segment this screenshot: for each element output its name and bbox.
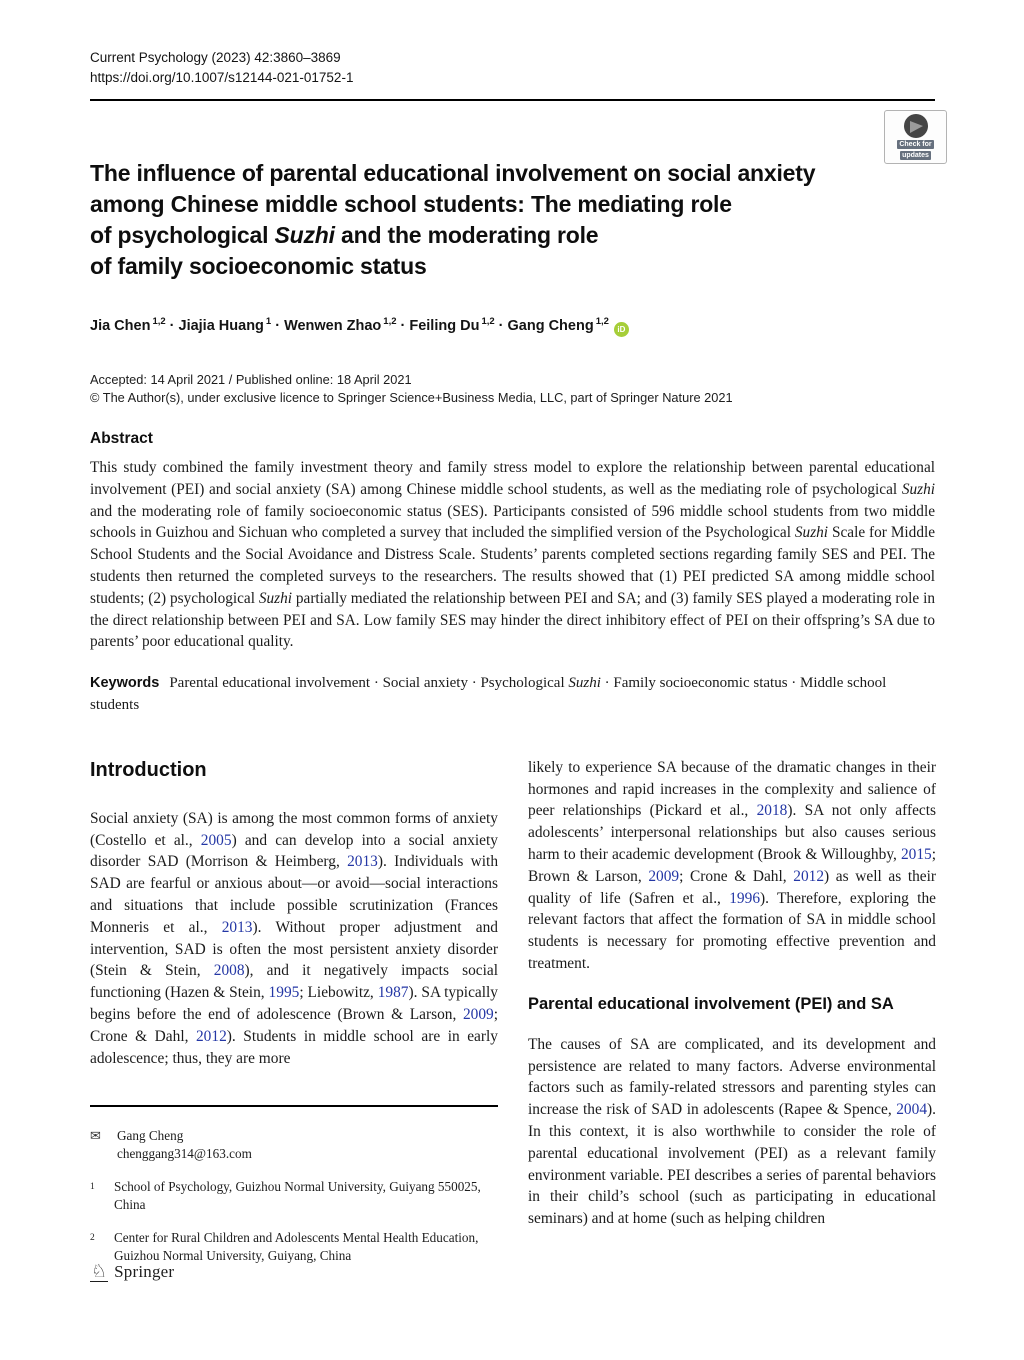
text-run: The influence of parental educational involvement on social anxiety bbox=[90, 160, 816, 186]
text-run: ; Brown & Larson, bbox=[528, 845, 936, 885]
publisher-name: Springer bbox=[114, 1262, 175, 1281]
text-run: · bbox=[169, 318, 175, 334]
publication-meta bbox=[90, 371, 935, 406]
text-run: The causes of SA are complicated, and its development and persistence are related to many factors. Adverse environmental factors such as family-related stressors and parenting styles can increase the risk of SAD in adolescents (Rapee & Spence, bbox=[528, 1035, 936, 1119]
check-updates-badge[interactable] bbox=[884, 110, 947, 164]
text-run: ). Without proper adjustment and intervention, SAD is often the most persistent anxiety disorder (Stein & Stein, bbox=[90, 918, 498, 980]
citation-link[interactable]: 2018 bbox=[756, 802, 788, 820]
text-run: ). Individuals with SAD are fearful or anxious about—or avoid—social interactions and situations that include possible scrutinization (Frances Monneris et al., bbox=[90, 853, 499, 936]
introduction-paragraph bbox=[90, 808, 498, 1070]
doi-link[interactable]: https://doi.org/10.1007/s12144-021-01752-1 bbox=[90, 70, 354, 85]
text-run: ; Crone & Dahl, bbox=[679, 867, 794, 885]
text-run: · Family socioeconomic status · Middle school students bbox=[90, 675, 887, 713]
text-run: Social anxiety (SA) is among the most common forms of anxiety (Costello et al., bbox=[90, 809, 498, 849]
keywords-line bbox=[90, 673, 935, 717]
citation-link[interactable]: 2012 bbox=[793, 867, 825, 885]
journal-header bbox=[90, 48, 935, 88]
text-run: ) and can develop into a social anxiety disorder SAD (Morrison & Heimberg, bbox=[90, 831, 498, 871]
text-run: 1,2 bbox=[595, 316, 609, 327]
text-run: partially mediated the relationship between PEI and SA; and (3) family SES played a moderating role in the direct relationship between PEI and SA. Low family SES may hinder the direct inhibitory effect of PEI on their offspring’s SA due to parents’ poor educational quality. bbox=[90, 589, 935, 651]
citation-link[interactable]: 2009 bbox=[462, 1005, 494, 1023]
citation-link[interactable]: 1987 bbox=[377, 984, 409, 1002]
citation-link[interactable]: 2013 bbox=[347, 853, 378, 871]
text-run: of family socioeconomic status bbox=[90, 253, 427, 279]
authors-line bbox=[90, 312, 935, 337]
text-run: ). SA not only affects adolescents’ interpersonal relationships but also causes serious harm to their academic development (Brook & Willoughby, bbox=[528, 802, 936, 863]
citation-link[interactable]: 2004 bbox=[896, 1101, 928, 1119]
correspondence-block bbox=[90, 1127, 498, 1162]
text-run: and the moderating role of family socioeconomic status (SES). Participants consisted of 596 middle school students from two middle schools in Guizhou and Sichuan who completed a survey that included the simplified version of the Psychological bbox=[90, 502, 935, 542]
text-run: Gang Cheng bbox=[507, 318, 594, 334]
citation-link[interactable]: 2005 bbox=[200, 831, 232, 849]
text-run: Suzhi bbox=[258, 589, 293, 607]
keywords-heading: Keywords bbox=[90, 675, 160, 692]
introduction-heading: Introduction bbox=[90, 758, 207, 781]
copyright-line: © The Author(s), under exclusive licence to Springer Science+Business Media, LLC, part of Springer Nature 2021 bbox=[90, 389, 733, 405]
abstract-text bbox=[90, 457, 935, 653]
citation-link[interactable]: 2015 bbox=[900, 845, 932, 863]
journal-reference: Current Psychology (2023) 42:3860–3869 bbox=[90, 50, 341, 65]
text-run: ). SA typically begins before the end of adolescence (Brown & Larson, bbox=[90, 984, 498, 1023]
paper-title bbox=[90, 158, 935, 282]
accepted-published-line: Accepted: 14 April 2021 / Published online: 18 April 2021 bbox=[90, 372, 412, 387]
text-run: ; Liebowitz, bbox=[299, 984, 378, 1002]
text-run: Suzhi bbox=[568, 675, 601, 692]
text-run: This study combined the family investment theory and family stress model to explore the relationship between parental educational involvement (PEI) and social anxiety (SA) among Chinese middle school students, as well as the mediating role of psychological bbox=[90, 459, 935, 498]
affiliation-item bbox=[90, 1229, 498, 1264]
springer-horse-icon: ♘ bbox=[91, 1261, 108, 1281]
orcid-icon[interactable]: iD bbox=[614, 322, 629, 337]
text-run: Wenwen Zhao bbox=[284, 318, 382, 334]
springer-logo bbox=[90, 1262, 174, 1282]
citation-link[interactable]: 1995 bbox=[268, 984, 300, 1002]
check-updates-label-line1: Check for bbox=[899, 141, 932, 148]
text-run: Scale for Middle School Students and the Social Avoidance and Distress Scale. Students’ parents completed sections regarding family SES and PEI. The students then returned the completed surveys to the researchers. The results showed that (1) PEI predicted SA among middle school students; (2) psychological bbox=[90, 524, 936, 607]
text-run: ). In this context, it is also worthwhile to consider the role of parental educational involvement (PEI) as a relevant family environment variable. PEI describes a series of parental behaviors in their child’s school (such as participating in educational seminars) and at home (such as helping children bbox=[528, 1101, 936, 1228]
title-line bbox=[90, 220, 935, 251]
right-column bbox=[528, 757, 936, 1265]
text-run: ). Students in middle school are in early adolescence; thus, they are more bbox=[90, 1027, 498, 1067]
affiliation-marker: 2 bbox=[90, 1233, 95, 1244]
text-run: · bbox=[275, 318, 281, 334]
pei-sa-subheading: Parental educational involvement (PEI) and SA bbox=[528, 994, 894, 1013]
text-run: Suzhi bbox=[794, 524, 829, 542]
envelope-icon: ✉ bbox=[90, 1128, 101, 1144]
check-updates-label-line2: updates bbox=[902, 152, 929, 159]
text-run: Jiajia Huang bbox=[178, 318, 264, 334]
footnote-divider bbox=[90, 1105, 498, 1107]
body-columns bbox=[90, 757, 935, 1265]
text-run: Suzhi bbox=[274, 222, 335, 248]
text-run: 1,2 bbox=[152, 316, 166, 327]
text-run: Jia Chen bbox=[90, 318, 151, 334]
text-run: 1,2 bbox=[383, 316, 397, 327]
author-names bbox=[90, 318, 609, 334]
text-run: 1 bbox=[265, 316, 272, 327]
keywords-list bbox=[90, 675, 886, 713]
text-run: ). Therefore, exploring the relevant factors that affect the formation of SA in middle school students is necessary for promoting effective prevention and treatment. bbox=[528, 889, 936, 972]
text-run: and the moderating role bbox=[334, 222, 599, 248]
body-paragraph bbox=[528, 757, 936, 975]
correspondence-details bbox=[117, 1127, 252, 1162]
text-run: ) as well as their quality of life (Safren et al., bbox=[528, 867, 937, 907]
affiliation-item bbox=[90, 1178, 498, 1213]
affiliation-marker: 1 bbox=[90, 1182, 95, 1193]
body-paragraph bbox=[528, 1034, 936, 1230]
crossmark-icon bbox=[904, 114, 928, 138]
correspondence-name: Gang Cheng bbox=[117, 1128, 184, 1144]
correspondence-email[interactable]: chenggang314@163.com bbox=[117, 1145, 252, 1161]
text-run: · bbox=[498, 318, 504, 334]
affiliation-text: School of Psychology, Guizhou Normal University, Guiyang 550025, China bbox=[114, 1179, 481, 1212]
text-run: ), and it negatively impacts social functioning (Hazen & Stein, bbox=[90, 962, 499, 1002]
text-run: ; Crone & Dahl, bbox=[90, 1005, 498, 1045]
text-run: Parental educational involvement · Social anxiety · Psychological bbox=[169, 675, 569, 692]
citation-link[interactable]: 2013 bbox=[221, 918, 253, 936]
citation-link[interactable]: 1996 bbox=[729, 889, 761, 907]
title-line bbox=[90, 158, 935, 189]
affiliation-text: Center for Rural Children and Adolescents Mental Health Education, Guizhou Normal University, Guiyang, China bbox=[114, 1230, 479, 1263]
text-run: 1,2 bbox=[481, 316, 495, 327]
text-run: of psychological bbox=[90, 222, 275, 248]
title-line bbox=[90, 189, 935, 220]
header-divider bbox=[90, 99, 935, 101]
citation-link[interactable]: 2012 bbox=[195, 1027, 227, 1045]
citation-link[interactable]: 2008 bbox=[213, 962, 245, 980]
left-column bbox=[90, 757, 498, 1265]
citation-link[interactable]: 2009 bbox=[648, 867, 680, 885]
text-run: · bbox=[400, 318, 406, 334]
text-run: Suzhi bbox=[901, 480, 935, 498]
text-run: likely to experience SA because of the dramatic changes in their hormones and rapid increases in the complexity and salience of peer relationships (Pickard et al., bbox=[528, 758, 936, 820]
text-run: Feiling Du bbox=[409, 318, 480, 334]
abstract-heading: Abstract bbox=[90, 430, 153, 447]
text-run: among Chinese middle school students: The mediating role bbox=[90, 191, 732, 217]
title-line bbox=[90, 251, 935, 282]
